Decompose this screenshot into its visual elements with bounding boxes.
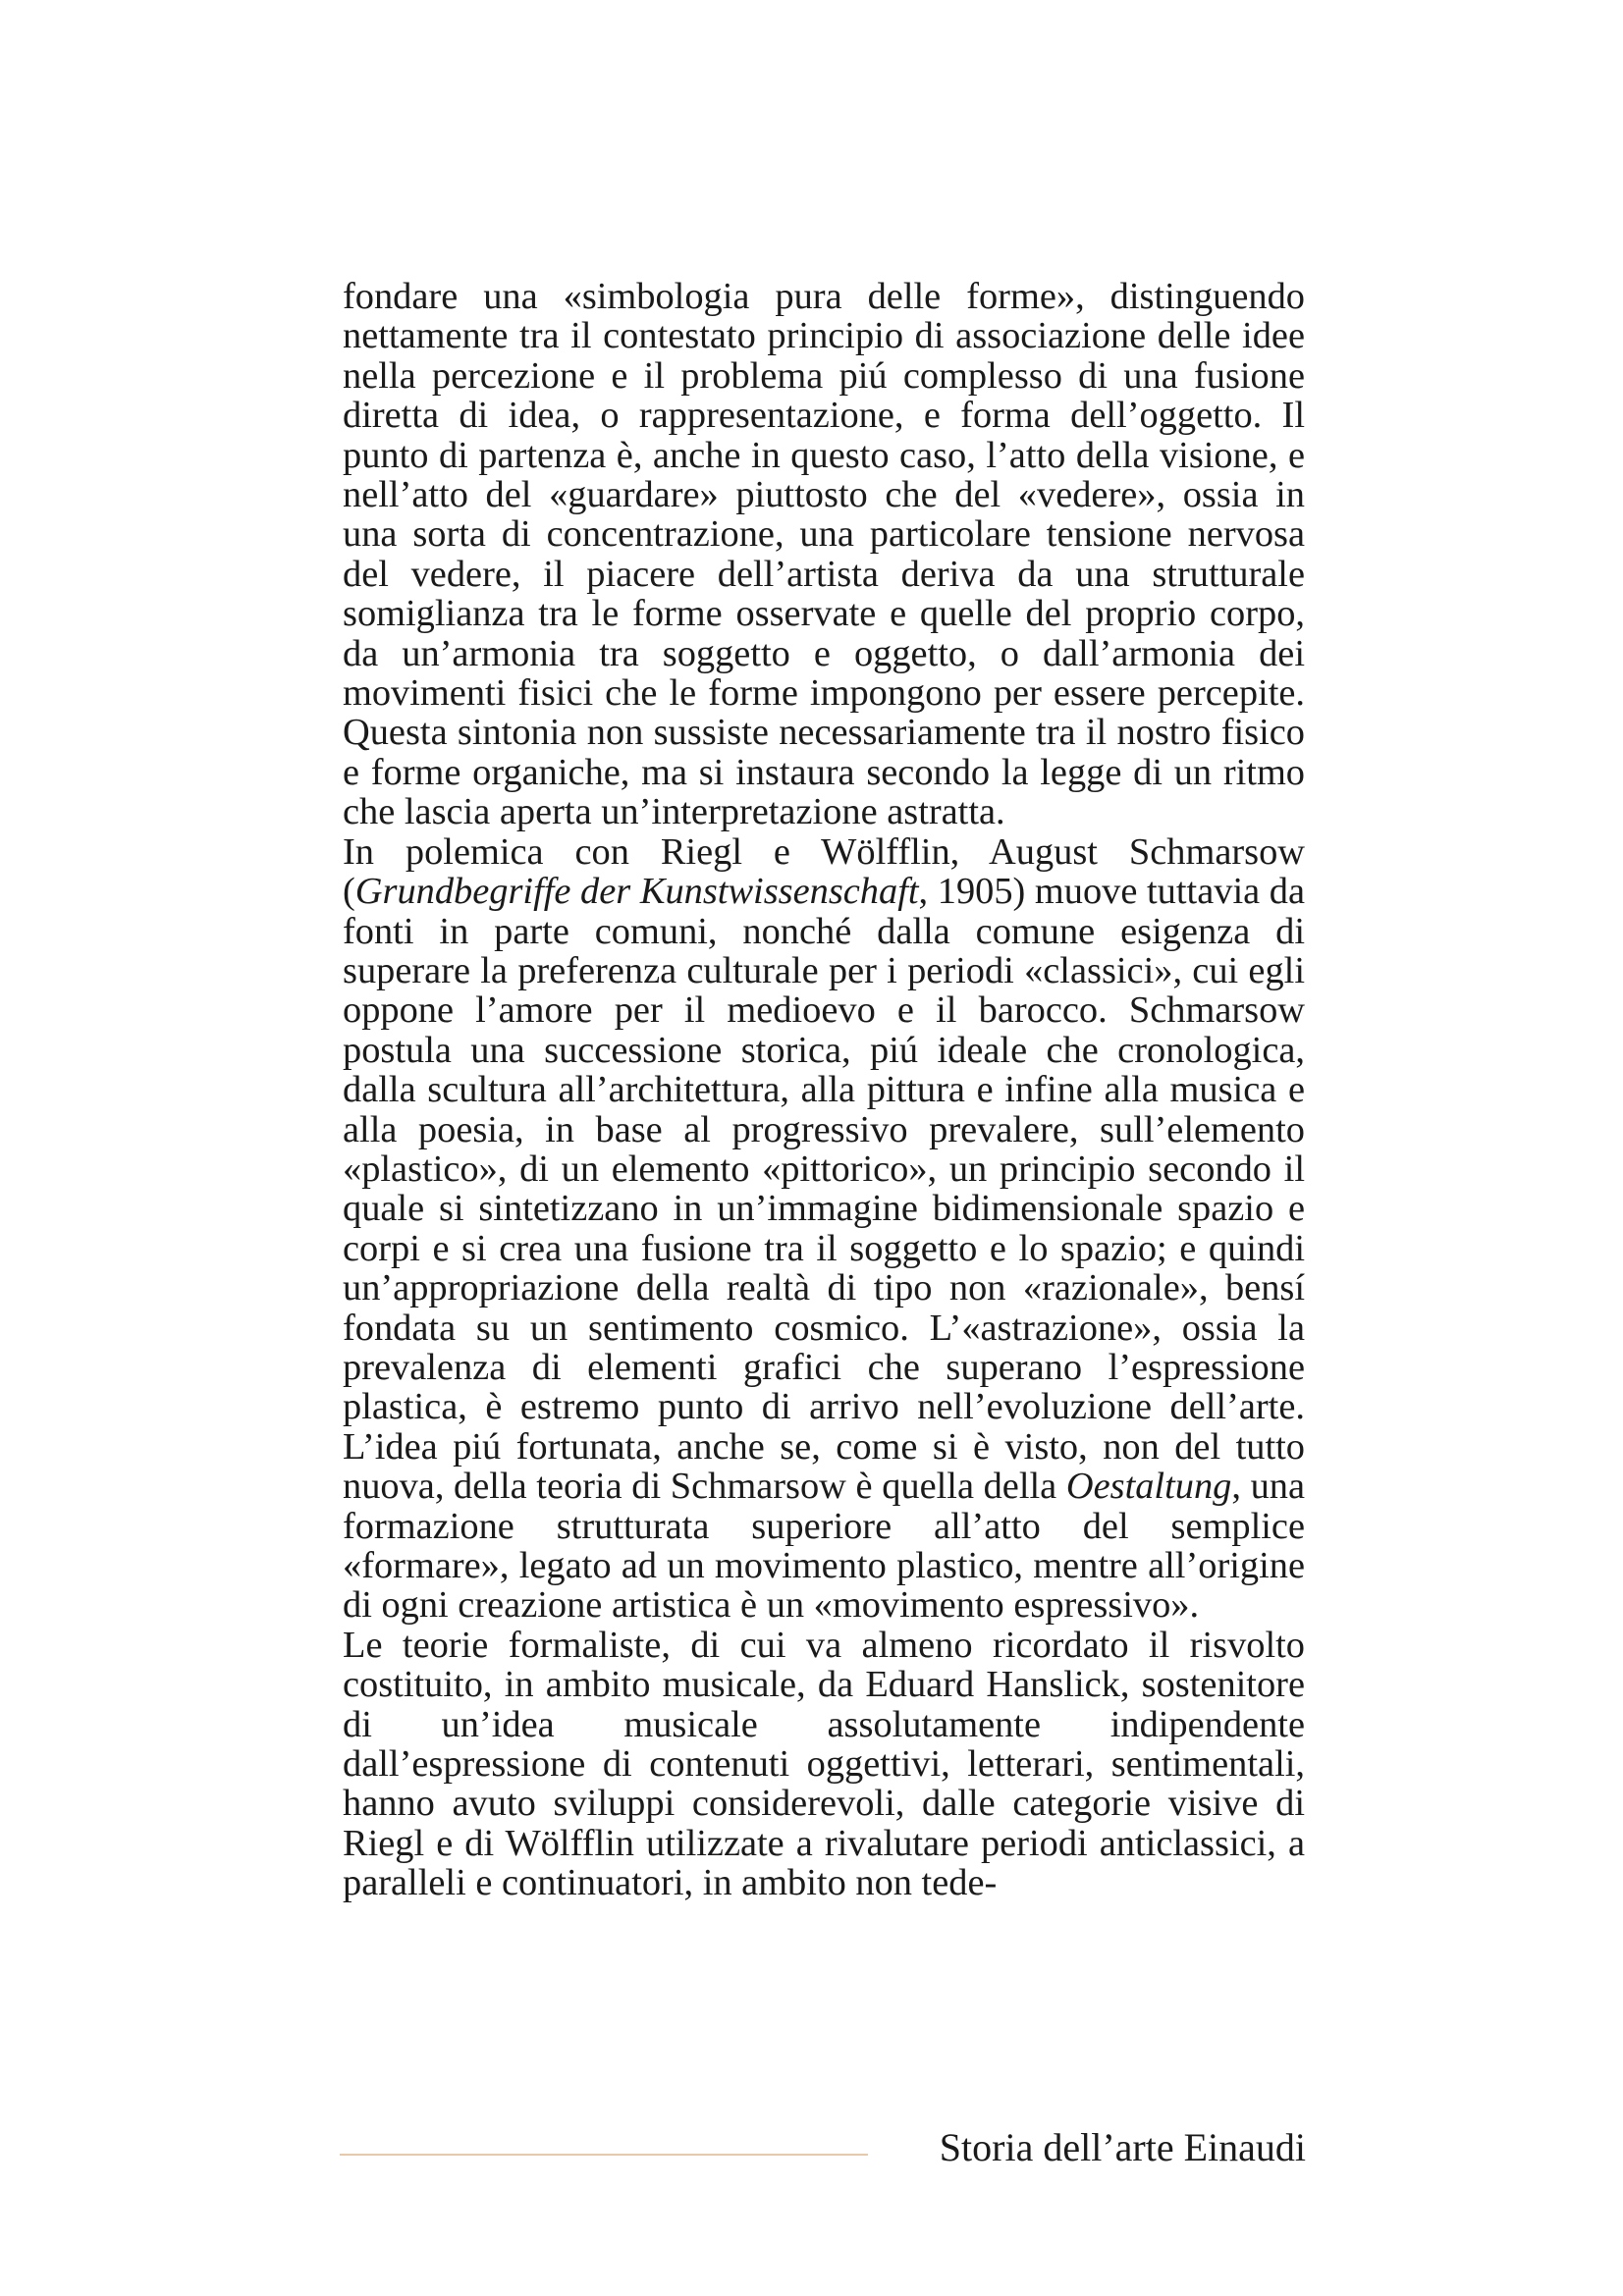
paragraph-3: Le teorie formaliste, di cui va almeno ricordato il risvolto costituito, in ambito musicale, da Eduard Hanslick, sostenitore di un’idea musicale assolutamente indipendente dall’espressione di contenuti oggettivi, letterari, sentimentali, hanno avuto sviluppi considerevoli, dalle categorie visive di Riegl e di Wölfflin utilizzate a rivalutare periodi anticlassici, a paralleli e continuatori, in ambito non tede- [343, 1624, 1305, 1904]
page-footer [340, 2120, 1306, 2179]
book-title-grundbegriffe: Grundbegriffe der Kunstwissenschaft [354, 871, 919, 913]
term-oestaltung: Oestaltung [1065, 1466, 1232, 1508]
footer-rule [340, 2154, 868, 2156]
paragraph-2 [343, 832, 1305, 1626]
paragraph-2-text-c: , una formazione strutturata superiore all’atto del semplice «formare», legato ad un movimento plastico, mentre all’origine di ogni creazione artistica è un «movimento espressivo». [343, 1466, 1305, 1627]
paragraph-2-text-a: In polemica con Riegl e Wölfflin, August Schmarsow ( [343, 830, 1305, 913]
paragraph-1: fondare una «simbologia pura delle forme», distinguendo nettamente tra il contestato principio di associazione delle idee nella percezione e il problema piú complesso di una fusione diretta di idea, o rappresentazione, e forma dell’oggetto. Il punto di partenza è, anche in questo caso, l’atto della visione, e nell’atto del «guardare» piuttosto che del «vedere», ossia in una sorta di concentrazione, una particolare tensione nervosa del vedere, il piacere dell’artista deriva da una strutturale somiglianza tra le forme osservate e quelle del proprio corpo, da un’armonia tra soggetto e oggetto, o dall’armonia dei movimenti fisici che le forme impongono per essere percepite. Questa sintonia non sussiste necessariamente tra il nostro fisico e forme organiche, ma si instaura secondo la legge di un ritmo che lascia aperta un’interpretazione astratta. [343, 276, 1305, 833]
paragraph-2-text-b: , 1905) muove tuttavia da fonti in parte comuni, nonché dalla comune esigenza di superare la preferenza culturale per i periodi «classici», cui egli oppone l’amore per il medioevo e il barocco. Schmarsow postula una successione storica, piú ideale che cronologica, dalla scultura all’architettura, alla pittura e infine alla musica e alla poesia, in base al progressivo prevalere, sull’elemento «plastico», di un elemento «pittorico», un principio secondo il quale si sintetizzano in un’immagine bidimensionale spazio e corpi e si crea una fusione tra il soggetto e lo spazio; e quindi un’appropriazione della realtà di tipo non «razionale», bensí fondata su un sentimento cosmico. L’«astrazione», ossia la prevalenza di elementi grafici che superano l’espressione plastica, è estremo punto di arrivo nell’evoluzione dell’arte. L’idea piú fortunata, anche se, come si è visto, non del tutto nuova, della teoria di Schmarsow è quella della [343, 871, 1305, 1508]
body-text [343, 277, 1305, 1903]
footer-publication-title: Storia dell’arte Einaudi [939, 2125, 1306, 2169]
